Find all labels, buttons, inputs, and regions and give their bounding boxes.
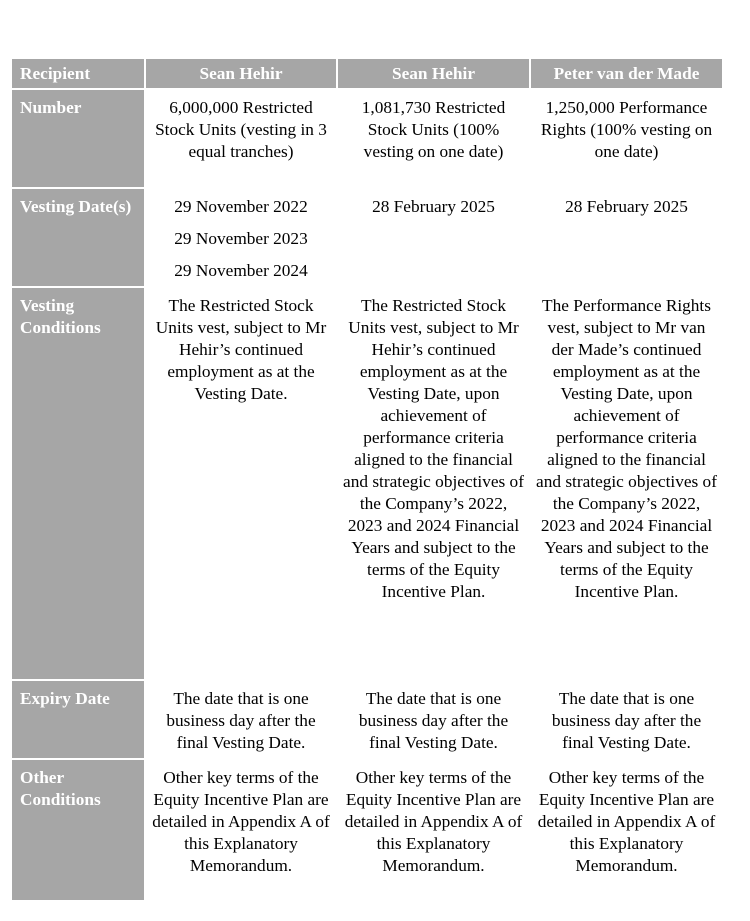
row-vesting-conditions [11,287,723,680]
cell-other-conditions-1: Other key terms of the Equity Incentive Plan are detailed in Appendix A of this Explanatory Memorandum. [145,759,337,901]
header-recipient-2: Sean Hehir [337,58,530,89]
row-label-vesting-dates: Vesting Date(s) [11,188,145,287]
cell-expiry-date-1: The date that is one business day after the final Vesting Date. [145,680,337,759]
cell-vesting-dates-3: 28 February 2025 [530,188,723,287]
cell-number-1: 6,000,000 Restricted Stock Units (vesting in 3 equal tranches) [145,89,337,188]
header-row [11,58,723,89]
cell-vesting-conditions-2: The Restricted Stock Units vest, subject to Mr Hehir’s continued employment as at the Vesting Date, upon achievement of performance criteria aligned to the financial and strategic objectives of the Company’s 2022, 2023 and 2024 Financial Years and subject to the terms of the Equity Incentive Plan. [337,287,530,680]
cell-number-3: 1,250,000 Performance Rights (100% vesting on one date) [530,89,723,188]
row-label-other-conditions: Other Conditions [11,759,145,901]
cell-other-conditions-3: Other key terms of the Equity Incentive Plan are detailed in Appendix A of this Explanatory Memorandum. [530,759,723,901]
cell-other-conditions-2: Other key terms of the Equity Incentive Plan are detailed in Appendix A of this Explanatory Memorandum. [337,759,530,901]
row-label-number: Number [11,89,145,188]
cell-vesting-dates-1 [145,188,337,287]
cell-number-2: 1,081,730 Restricted Stock Units (100% vesting on one date) [337,89,530,188]
vesting-date-tranche-2: 29 November 2023 [174,229,308,248]
cell-vesting-conditions-1: The Restricted Stock Units vest, subject to Mr Hehir’s continued employment as at the Vesting Date. [145,287,337,680]
terms-table [10,57,724,902]
cell-expiry-date-3: The date that is one business day after the final Vesting Date. [530,680,723,759]
vesting-date-tranche-1: 29 November 2022 [174,197,308,216]
row-other-conditions [11,759,723,901]
row-number [11,89,723,188]
row-label-vesting-conditions: Vesting Conditions [11,287,145,680]
vesting-date-tranche-3: 29 November 2024 [174,261,308,280]
row-vesting-dates [11,188,723,287]
cell-expiry-date-2: The date that is one business day after the final Vesting Date. [337,680,530,759]
cell-vesting-conditions-3: The Performance Rights vest, subject to Mr van der Made’s continued employment as at the Vesting Date, upon achievement of performance criteria aligned to the financial and strategic objectives of the Company’s 2022, 2023 and 2024 Financial Years and subject to the terms of the Equity Incentive Plan. [530,287,723,680]
cell-vesting-dates-2: 28 February 2025 [337,188,530,287]
header-recipient: Recipient [11,58,145,89]
header-recipient-1: Sean Hehir [145,58,337,89]
header-recipient-3: Peter van der Made [530,58,723,89]
row-expiry-date [11,680,723,759]
row-label-expiry-date: Expiry Date [11,680,145,759]
